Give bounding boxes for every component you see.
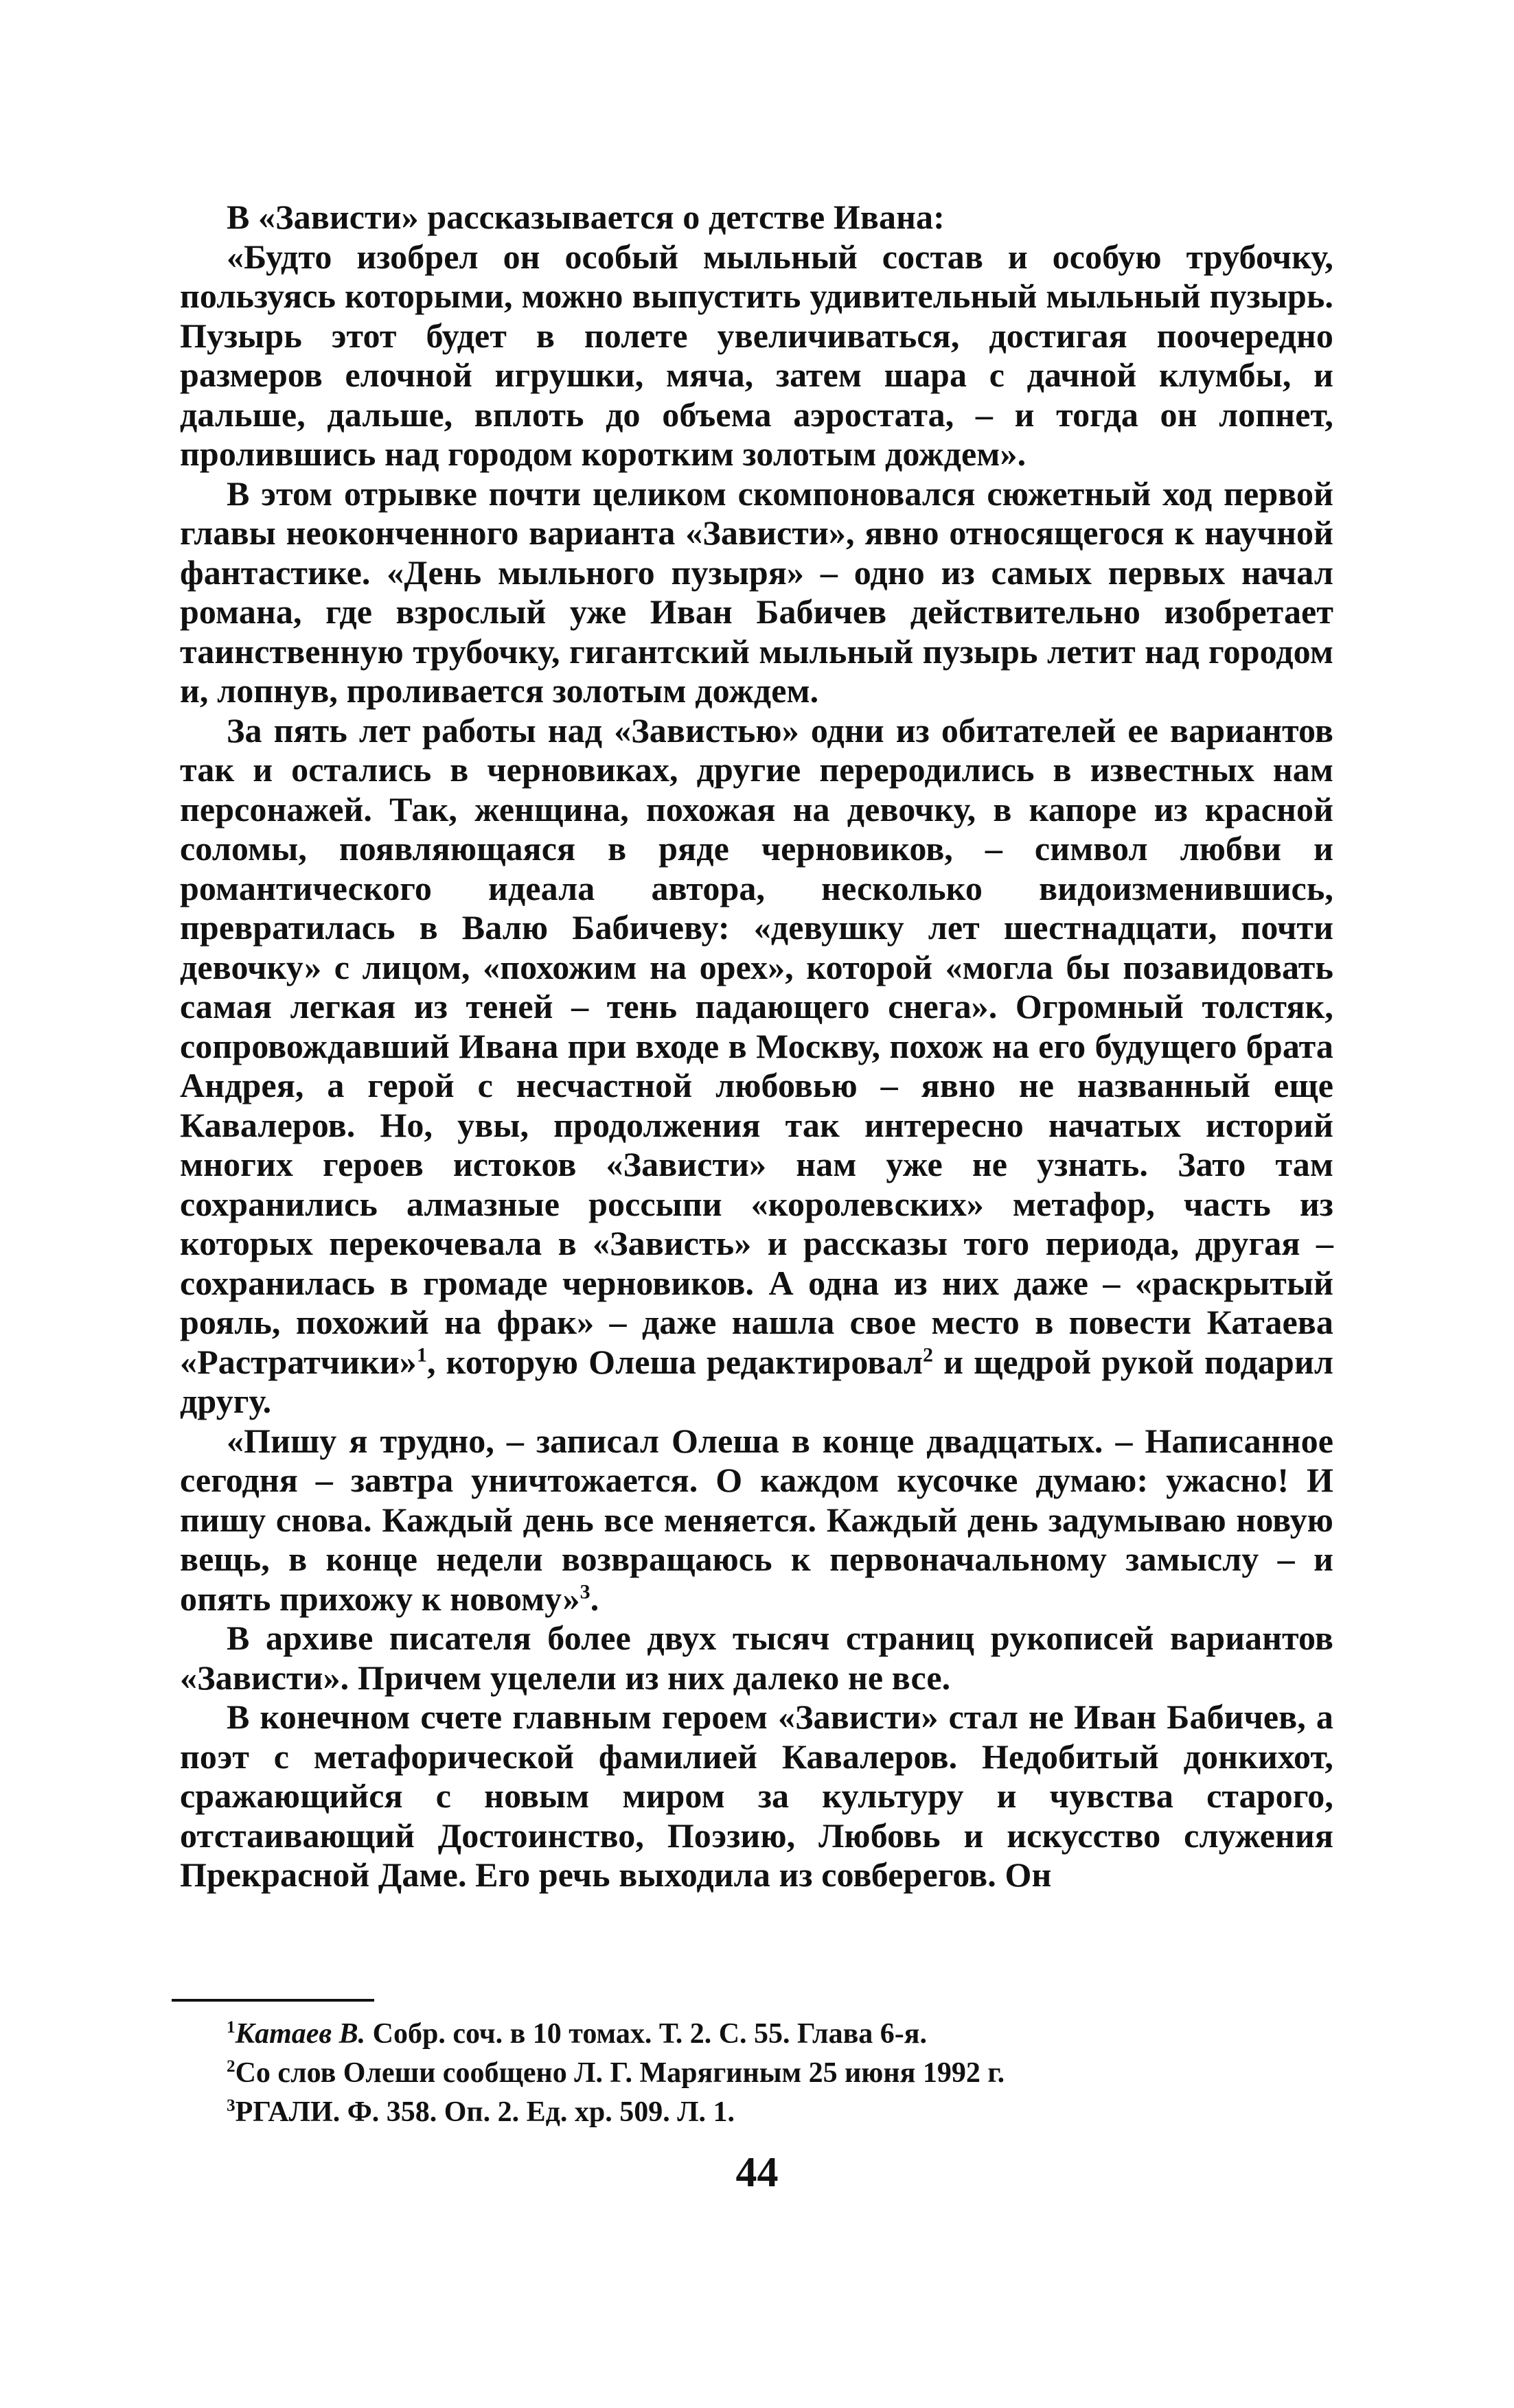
footnote-divider	[172, 1999, 374, 2002]
paragraph-intro: В «Зависти» рассказывается о детстве Ивана:	[227, 198, 945, 236]
footnote-2	[227, 2054, 1298, 2093]
footnote-text: Со слов Олеши сообщено Л. Г. Марягиным 25 июня 1992 г.	[235, 2057, 1005, 2089]
footnote-ref-3: 3	[580, 1579, 590, 1603]
footnote-marker: 1	[227, 2018, 236, 2037]
footnote-3	[227, 2093, 1298, 2132]
paragraph-five-years-text-3: и щедрой рукой подарил другу.	[180, 1342, 1333, 1420]
paragraph-five-years-text: За пять лет работы над «Завистью» одни из обитателей ее вариантов так и остались в черновиках, другие переродились в известных нам персонажей. Так, женщина, похожая на девочку, в капоре из красной соломы, появляющаяся в ряде черновиков, – символ любви и романтического идеала автора, несколько видоизменившись, превратилась в Валю Бабичеву: «девушку лет шестнадцати, почти девочку» с лицом, «похожим на орех», которой «могла бы позавидовать самая легкая из теней – тень падающего снега». Огромный толстяк, сопровождавший Ивана при входе в Москву, похож на его будущего брата Андрея, а герой с несчастной любовью – явно не названный еще Кавалеров. Но, увы, продолжения так интересно начатых историй многих героев истоков «Зависти» нам уже не узнать. Зато там сохранились алмазные россыпи «королевских» метафор, часть из которых перекочевала в «Зависть» и рассказы того периода, другая – сохранилась в громаде черновиков. А одна из них даже – «раскрытый рояль, похожий на фрак» – даже нашла свое место в повести Катаева «Растратчики»	[180, 710, 1333, 1381]
paragraph-five-years-text-2: , которую Олеша редактировал	[427, 1342, 924, 1381]
paragraph-olesha-quote-end: .	[590, 1579, 599, 1618]
footnote-marker: 2	[227, 2057, 236, 2076]
footnote-marker: 3	[227, 2096, 236, 2115]
paragraph-kavalerov: В конечном счете главным героем «Зависти» стал не Иван Бабичев, а поэт с метафорической фамилией Кавалеров. Недобитый донкихот, сражающийся с новым миром за культуру и чувства старого, отстаивающий Достоинство, Поэзию, Любовь и искусство служения Прекрасной Даме. Его речь выходила из совберегов. Он	[180, 1698, 1333, 1894]
paragraph-olesha-quote	[180, 1422, 1333, 1619]
footnote-author: Катаев В.	[235, 2018, 366, 2050]
footnote-text: РГАЛИ. Ф. 358. Оп. 2. Ед. хр. 509. Л. 1.	[235, 2096, 735, 2128]
paragraph-archive: В архиве писателя более двух тысяч страниц рукописей вариантов «Зависти». Причем уцелели из них далеко не все.	[180, 1619, 1333, 1697]
paragraph-olesha-quote-text: «Пишу я трудно, – записал Олеша в конце двадцатых. – Написанное сегодня – завтра уничтожается. О каждом кусочке думаю: ужасно! И пишу снова. Каждый день все меняется. Каждый день задумываю новую вещь, в конце недели возвращаюсь к первоначальному замыслу – и опять прихожу к новому»	[180, 1421, 1333, 1618]
paragraph-quote: «Будто изобрел он особый мыльный состав и особую трубочку, пользуясь которыми, можно выпустить удивительный мыльный пузырь. Пузырь этот будет в полете увеличиваться, достигая поочередно размеров елочной игрушки, мяча, затем шара с дачной клумбы, и дальше, дальше, вплоть до объема аэростата, – и тогда он лопнет, пролившись над городом коротким золотым дождем».	[180, 237, 1333, 473]
footnote-ref-1: 1	[416, 1343, 428, 1366]
footnote-ref-2: 2	[923, 1343, 934, 1366]
footnote-text: Собр. соч. в 10 томах. Т. 2. С. 55. Глава 6-я.	[365, 2018, 927, 2050]
main-text	[180, 198, 1333, 1895]
paragraph-first-chapter: В этом отрывке почти целиком скомпоновался сюжетный ход первой главы неоконченного варианта «Зависти», явно относящегося к научной фантастике. «День мыльного пузыря» – одно из самых первых начал романа, где взрослый уже Иван Бабичев действительно изобретает таинственную трубочку, гигантский мыльный пузырь летит над городом и, лопнув, проливается золотым дождем.	[180, 474, 1333, 710]
footnotes	[227, 2015, 1298, 2132]
page-number: 44	[735, 2149, 779, 2196]
paragraph-five-years	[180, 711, 1333, 1422]
footnote-1	[227, 2015, 1298, 2054]
